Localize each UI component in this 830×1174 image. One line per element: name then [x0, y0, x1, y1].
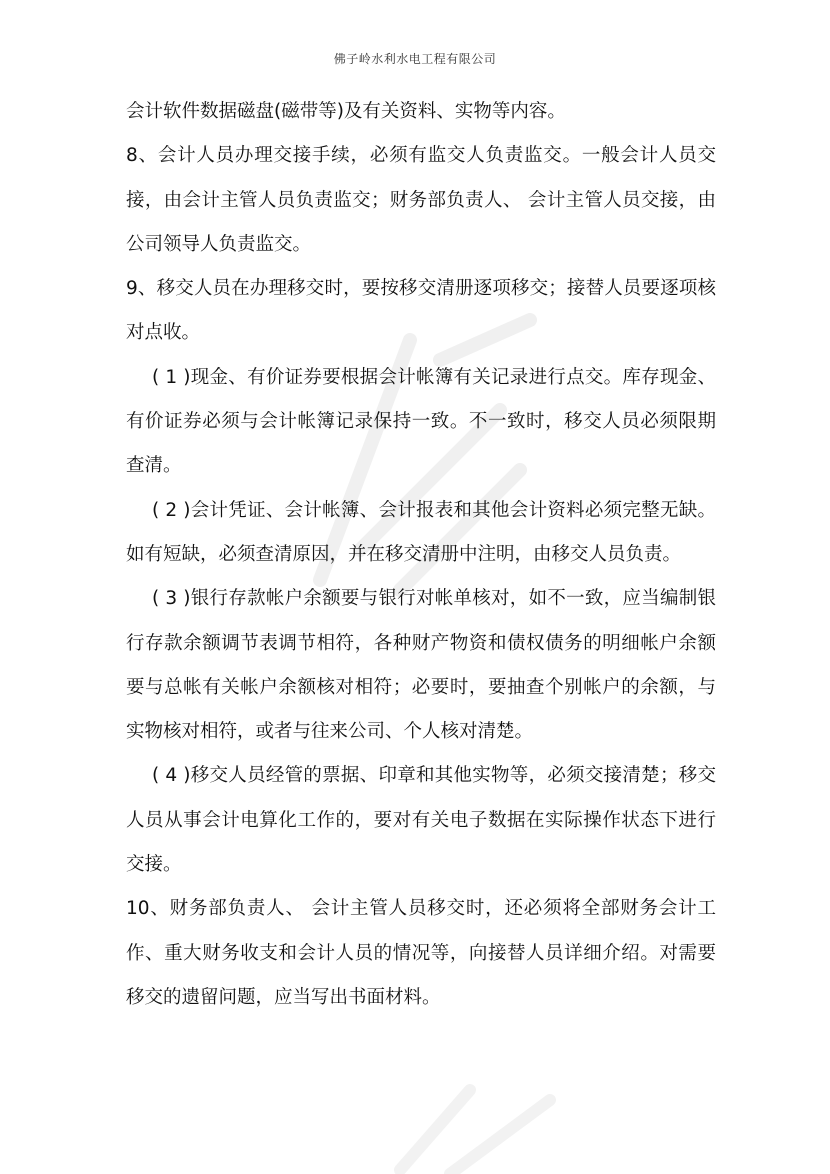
- paragraph-sub-3: ( 3 )银行存款帐户余额要与银行对帐单核对，如不一致，应当编制银行存款余额调节表调节相符，各种财产物资和债权债务的明细帐户余额要与总帐有关帐户余额核对相符；必要时，要抽查个别帐户的余额，与实物核对相符，或者与往来公司、个人核对清楚。: [126, 588, 716, 743]
- paragraph-item-9: 9、移交人员在办理移交时，要按移交清册逐项移交；接替人员要逐项核对点收。: [126, 278, 716, 344]
- watermark-bottom-icon: [380, 1070, 580, 1174]
- paragraph-continuation: 会计软件数据磁盘(磁带等)及有关资料、实物等内容。: [126, 101, 566, 122]
- paragraph-sub-1: ( 1 )现金、有价证券要根据会计帐簿有关记录进行点交。库存现金、有价证券必须与会计帐簿记录保持一致。不一致时，移交人员必须限期查清。: [126, 366, 716, 477]
- paragraph-sub-2: ( 2 )会计凭证、会计帐簿、会计报表和其他会计资料必须完整无缺。如有短缺，必须查清原因，并在移交清册中注明，由移交人员负责。: [126, 499, 716, 565]
- page-header: 佛子岭水利水电工程有限公司: [333, 52, 497, 66]
- paragraph-sub-4: ( 4 )移交人员经管的票据、印章和其他实物等，必须交接清楚；移交人员从事会计电算化工作的，要对有关电子数据在实际操作状态下进行交接。: [126, 765, 716, 876]
- document-body: [126, 90, 716, 1020]
- paragraph-item-10: 10、财务部负责人、 会计主管人员移交时，还必须将全部财务会计工作、重大财务收支和会计人员的情况等，向接替人员详细介绍。对需要移交的遗留问题，应当写出书面材料。: [126, 898, 716, 1008]
- paragraph-item-8: 8、会计人员办理交接手续，必须有监交人负责监交。一般会计人员交接，由会计主管人员负责监交；财务部负责人、 会计主管人员交接，由公司领导人负责监交。: [126, 145, 716, 255]
